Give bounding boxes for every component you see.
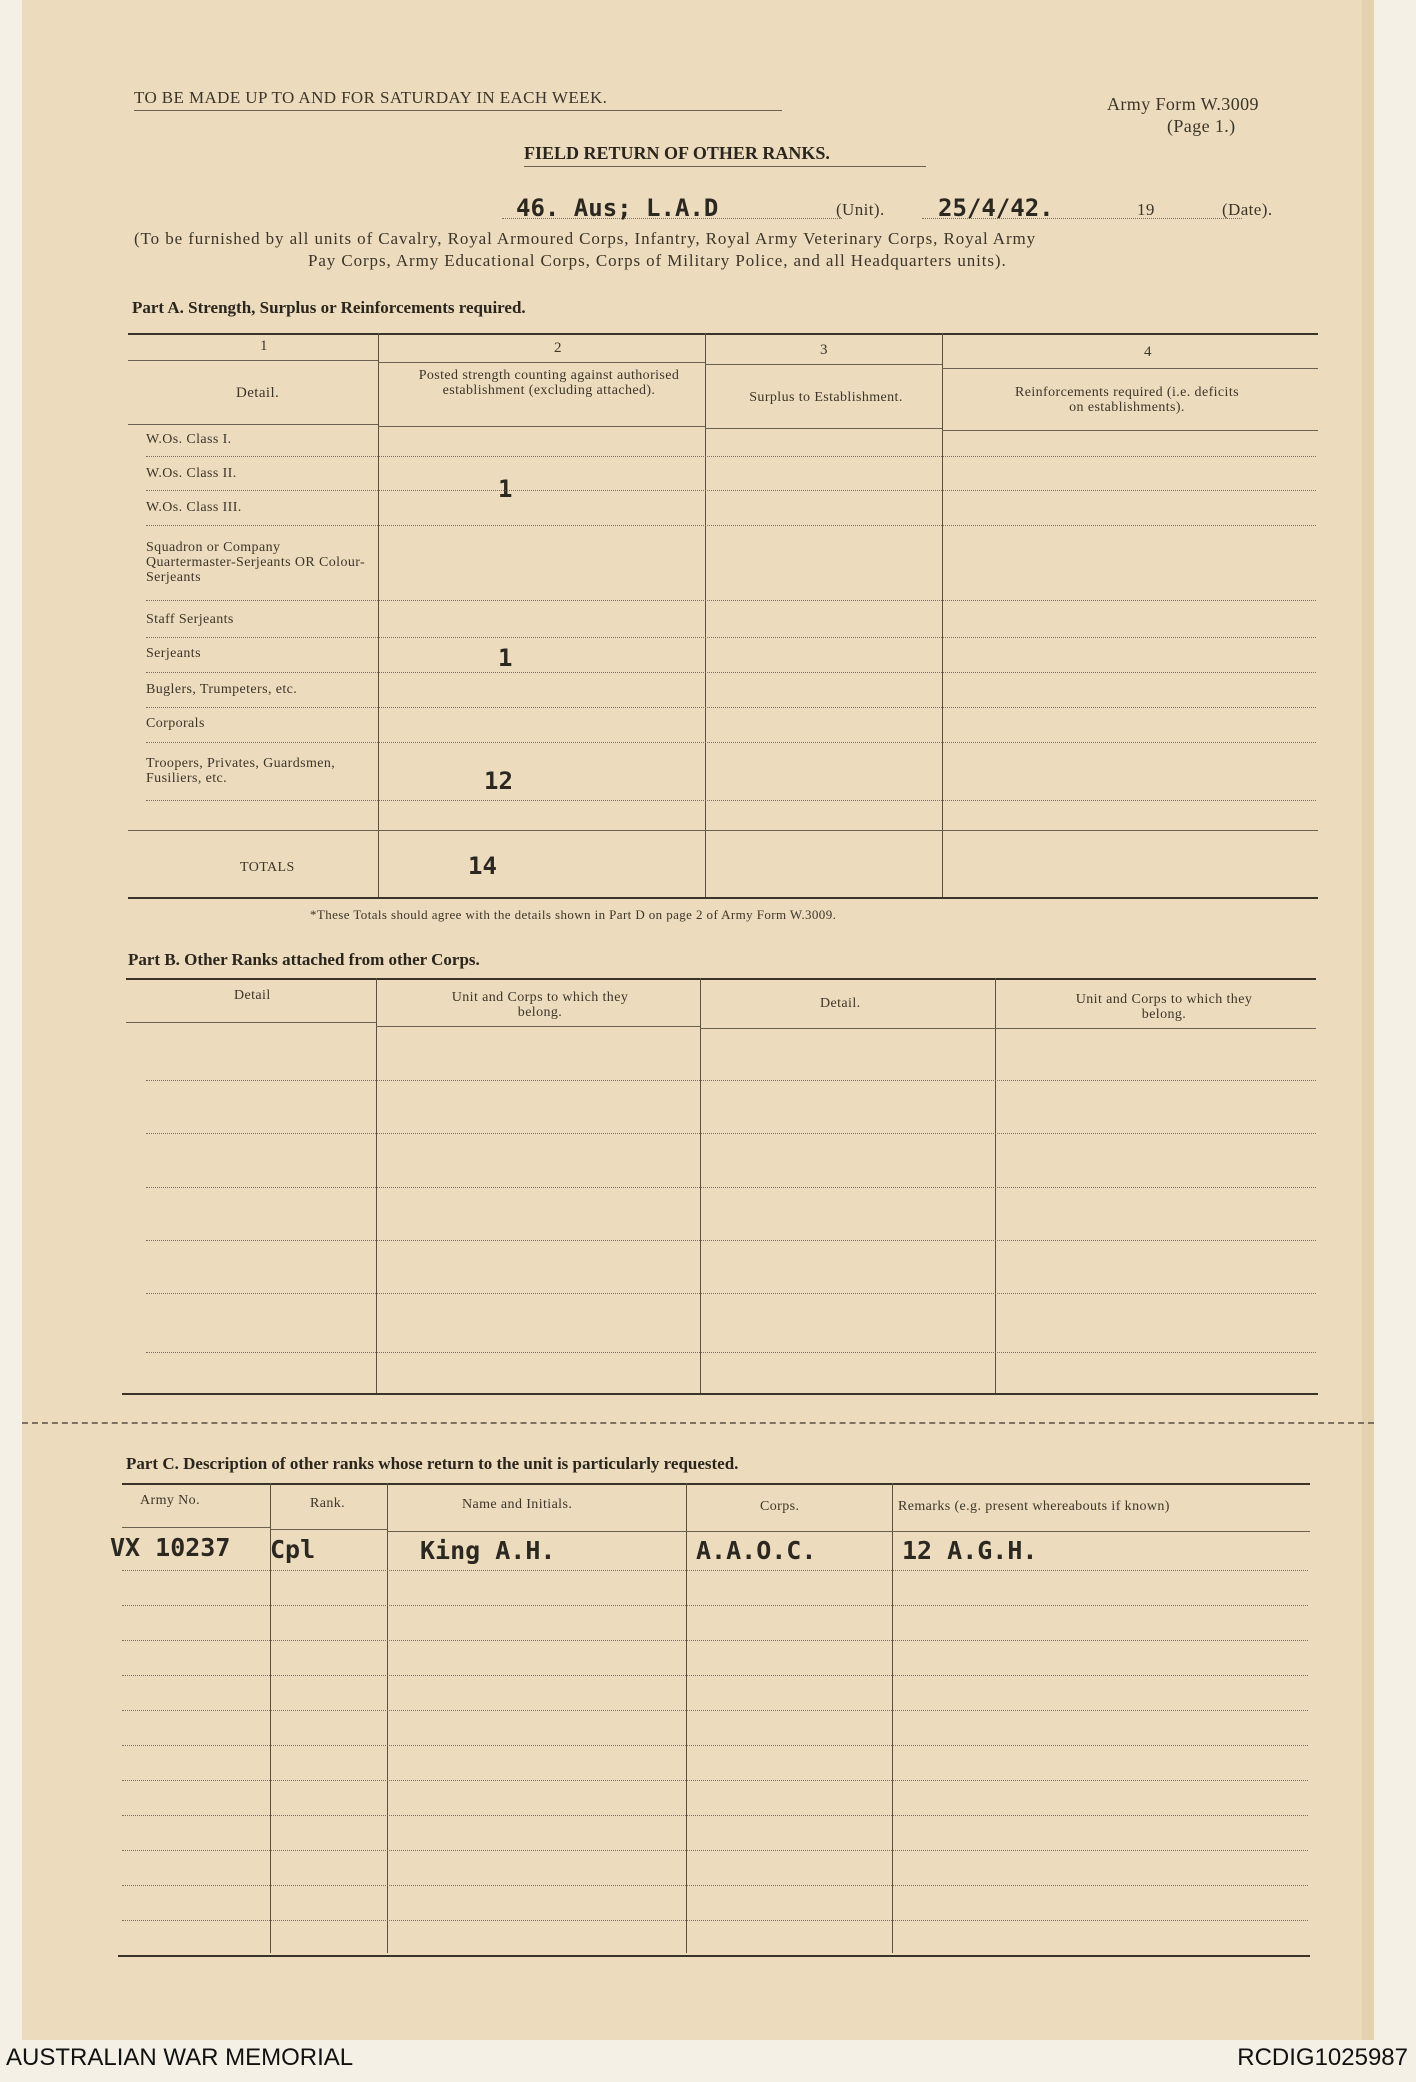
part-a-totals-posted: 14 [468, 852, 497, 880]
part-a-col-number-1: 1 [260, 338, 268, 354]
part-c-row-rule [122, 1850, 1308, 1851]
part-a-row-detail: Staff Serjeants [146, 612, 234, 627]
part-c-header-corps: Corps. [760, 1499, 800, 1514]
part-c-row-rule [122, 1885, 1308, 1886]
part-c-header-name: Name and Initials. [462, 1497, 573, 1512]
part-b-top-rule [126, 978, 1316, 980]
part-c-col-divider-4 [892, 1483, 893, 1953]
part-a-row-posted-value: 12 [484, 767, 513, 795]
part-c-row-rule [122, 1605, 1308, 1606]
part-a-pre-totals-rule [128, 830, 1318, 831]
part-a-header-detail: Detail. [236, 385, 280, 401]
part-c-header-rule-3 [387, 1531, 686, 1532]
note-line-2: Pay Corps, Army Educational Corps, Corps of Military Police, and all Headquarters units). [308, 251, 1007, 270]
part-a-top-rule [128, 333, 1318, 335]
part-a-row-detail: Squadron or Company Quartermaster-Serjeants OR Colour-Serjeants [146, 540, 366, 585]
part-a-row-rule [146, 525, 1316, 526]
part-c-header-army-no: Army No. [140, 1493, 200, 1508]
instruction-text: TO BE MADE UP TO AND FOR SATURDAY IN EACH WEEK. [134, 88, 608, 107]
part-a-row-detail: Serjeants [146, 646, 201, 661]
part-c-remarks-value: 12 A.G.H. [902, 1536, 1038, 1565]
part-c-rank-value: Cpl [270, 1535, 316, 1564]
title-underline [524, 166, 926, 167]
part-a-number-rule-4 [942, 368, 1318, 369]
part-a-row-rule [146, 800, 1316, 801]
part-c-header-rule-5 [892, 1531, 1310, 1532]
part-b-header-rule-2 [376, 1026, 700, 1027]
part-a-row-rule [146, 707, 1316, 708]
part-c-bottom-rule [118, 1955, 1310, 1957]
part-b-header-rule-1 [126, 1022, 376, 1023]
part-a-row-detail: Buglers, Trumpeters, etc. [146, 682, 298, 697]
part-c-top-rule [122, 1483, 1310, 1485]
page-number: (Page 1.) [1167, 116, 1236, 136]
form-page [22, 0, 1374, 2040]
part-a-row-rule [146, 456, 1316, 457]
part-a-col-divider-2 [705, 333, 706, 898]
part-c-row-rule [122, 1780, 1308, 1781]
part-c-row-rule [122, 1570, 1308, 1571]
part-b-bottom-rule [122, 1393, 1318, 1395]
part-a-footnote: *These Totals should agree with the details shown in Part D on page 2 of Army Form W.3009. [310, 907, 837, 922]
part-a-header-posted: Posted strength counting against authorised establishment (excluding attached). [418, 368, 680, 398]
part-c-army-no-value: VX 10237 [110, 1533, 231, 1562]
part-a-row-detail: Troopers, Privates, Guardsmen, Fusiliers, etc. [146, 756, 336, 786]
part-a-row-detail: Corporals [146, 716, 205, 731]
part-a-row-posted-value: 1 [498, 644, 513, 672]
part-c-header-remarks: Remarks (e.g. present whereabouts if known) [898, 1499, 1170, 1514]
part-a-header-rule-1 [128, 424, 378, 425]
part-a-header-rule-3 [705, 428, 942, 429]
part-b-header-unit-1: Unit and Corps to which they belong. [451, 990, 629, 1020]
part-b-row-rule [146, 1133, 1316, 1134]
part-b-header-unit-2: Unit and Corps to which they belong. [1075, 992, 1253, 1022]
part-a-heading: Part A. Strength, Surplus or Reinforcements required. [132, 298, 526, 317]
part-c-row-rule [122, 1640, 1308, 1641]
date-label: (Date). [1222, 200, 1273, 219]
part-a-row-rule [146, 742, 1316, 743]
part-a-bottom-rule [128, 897, 1318, 899]
part-a-header-reinforcements: Reinforcements required (i.e. deficits on establishments). [1015, 385, 1239, 415]
part-a-row-detail: W.Os. Class II. [146, 466, 237, 481]
part-a-number-rule-3 [705, 364, 942, 365]
part-c-row-rule [122, 1675, 1308, 1676]
part-b-row-rule [146, 1080, 1316, 1081]
part-b-row-rule [146, 1293, 1316, 1294]
part-a-col-number-2: 2 [554, 340, 562, 356]
footer-left: AUSTRALIAN WAR MEMORIAL [6, 2044, 354, 2071]
part-a-col-divider-1 [378, 333, 379, 898]
part-b-row-rule [146, 1352, 1316, 1353]
part-c-row-rule [122, 1920, 1308, 1921]
part-a-totals-label: TOTALS [240, 860, 295, 875]
part-c-row-rule [122, 1745, 1308, 1746]
footer-right: RCDIG1025987 [1237, 2044, 1408, 2071]
part-b-heading: Part B. Other Ranks attached from other Corps. [128, 950, 480, 969]
paper-edge [1362, 0, 1374, 2040]
part-a-header-rule-2 [378, 426, 705, 427]
part-a-row-detail: W.Os. Class I. [146, 432, 232, 447]
part-b-row-rule [146, 1187, 1316, 1188]
year-prefix: 19 [1137, 200, 1155, 219]
part-c-corps-value: A.A.O.C. [696, 1536, 817, 1565]
part-a-row-rule [146, 637, 1316, 638]
part-b-header-rule-3 [700, 1028, 995, 1029]
part-b-col-divider-3 [995, 978, 996, 1393]
part-c-header-rule-2 [270, 1529, 387, 1530]
part-a-row-rule [146, 600, 1316, 601]
part-a-header-surplus: Surplus to Establishment. [749, 390, 903, 405]
unit-value: 46. Aus; L.A.D [516, 194, 719, 222]
part-b-header-detail-1: Detail [234, 988, 271, 1003]
form-title: FIELD RETURN OF OTHER RANKS. [524, 143, 830, 163]
part-b-header-detail-2: Detail. [820, 996, 861, 1011]
part-b-col-divider-2 [700, 978, 701, 1393]
part-a-row-rule [146, 672, 1316, 673]
part-b-col-divider-1 [376, 978, 377, 1393]
part-b-row-rule [146, 1240, 1316, 1241]
form-number: Army Form W.3009 [1107, 94, 1259, 114]
part-c-row-rule [122, 1710, 1308, 1711]
part-a-row-detail: W.Os. Class III. [146, 500, 242, 515]
note-line-1: (To be furnished by all units of Cavalry, Royal Armoured Corps, Infantry, Royal Army Veterinary Corps, Royal Army [134, 229, 1037, 248]
unit-label: (Unit). [836, 200, 885, 219]
part-c-heading: Part C. Description of other ranks whose return to the unit is particularly requested. [126, 1454, 739, 1473]
part-c-header-rule-4 [686, 1531, 892, 1532]
part-a-col-number-3: 3 [820, 342, 828, 358]
part-a-number-rule-1 [128, 360, 378, 361]
part-c-name-value: King A.H. [420, 1536, 556, 1565]
part-c-col-divider-3 [686, 1483, 687, 1953]
part-c-header-rule-1 [122, 1527, 270, 1528]
part-a-row-posted-value: 1 [498, 475, 513, 503]
perforation-line [22, 1422, 1374, 1424]
part-a-col-number-4: 4 [1144, 344, 1152, 360]
part-a-number-rule-2 [378, 362, 705, 363]
part-c-col-divider-2 [387, 1483, 388, 1953]
instruction-underline [134, 110, 782, 111]
part-c-header-rank: Rank. [310, 1496, 346, 1511]
part-b-header-rule-4 [995, 1028, 1316, 1029]
part-a-row-rule [146, 490, 1316, 491]
part-a-header-rule-4 [942, 430, 1318, 431]
part-a-col-divider-3 [942, 333, 943, 898]
date-value: 25/4/42. [938, 194, 1054, 222]
part-c-row-rule [122, 1815, 1308, 1816]
